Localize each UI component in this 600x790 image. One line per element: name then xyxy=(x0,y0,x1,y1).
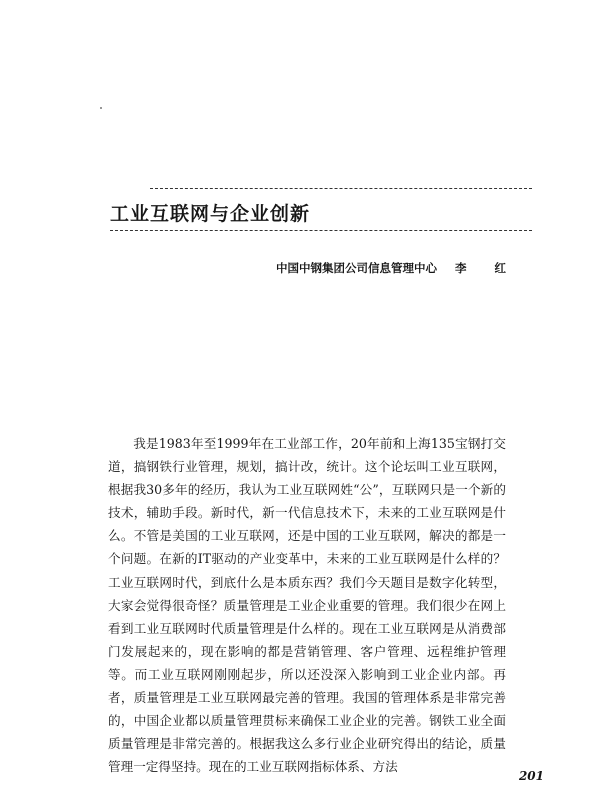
author-affiliation: 中国中钢集团公司信息管理中心 xyxy=(275,261,437,275)
article-body: 我是1983年至1999年在工业部工作，20年前和上海135宝钢打交道，搞钢铁行业管理，规划，搞计改，统计。这个论坛叫工业互联网，根据我30多年的经历，我认为工业互联网姓“公”，互联网只是一个新的技术，辅助手段。新时代，新一代信息技术下，未来的工业互联网是什么。不管是美国的工业互联网，还是中国的工业互联网，解决的都是一个问题。在新的IT驱动的产业变革中，未来的工业互联网是什么样的？工业互联网时代，到底什么是本质东西？我们今天题目是数字化转型，大家会觉得很奇怪？质量管理是工业企业重要的管理。我们很少在网上看到工业互联网时代质量管理是什么样的。现在工业互联网是从消费部门发展起来的，现在影响的都是营销管理、客户管理、远程维护管理等。而工业互联网刚刚起步，所以还没深入影响到工业企业内部。再者，质量管理是工业互联网最完善的管理。我国的管理体系是非常完善的，中国企业都以质量管理贯标来确保工业企业的完善。钢铁工业全面质量管理是非常完善的。根据我这么多行业企业研究得出的结论，质量管理一定得坚持。现在的工业互联网指标体系、方法 xyxy=(108,436,506,775)
page-number: 201 xyxy=(518,769,544,783)
title-bottom-rule xyxy=(110,230,532,231)
author-byline xyxy=(276,260,518,276)
title-top-rule xyxy=(150,188,532,189)
article-title: 工业互联网与企业创新 xyxy=(110,203,311,225)
scan-speck xyxy=(100,107,102,109)
author-name: 李 红 xyxy=(454,261,518,275)
